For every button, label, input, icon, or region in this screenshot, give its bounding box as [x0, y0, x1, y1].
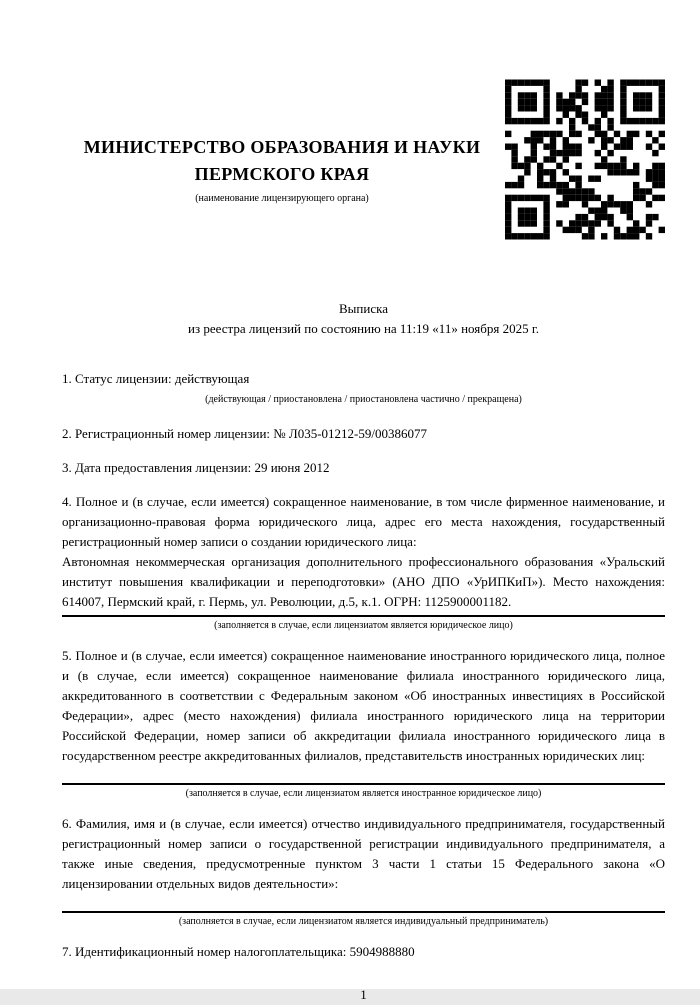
foreign-entity-underline [62, 783, 665, 785]
foreign-entity-label: 5. Полное и (в случае, если имеется) сокращенное наименование иностранного юридического лица, полное и (в случае, если имеется) сокращенное наименование филиала иностранного юридического лица, аккредитованного в соответствии с Федеральным законом «Об иностранных инвестициях в Российской Федерации», адрес (место нахождения) филиала иностранного юридического лица на территории Российской Федерации, номер записи об аккредитации филиала иностранного юридического лица в государственном реестре аккредитованных филиалов, представительств иностранных юридических лиц: [62, 648, 665, 763]
individual-entrepreneur-label: 6. Фамилия, имя и (в случае, если имеется) отчество индивидуального предпринимателя, государственный регистрационный номер записи о государственной регистрации индивидуального предпринимателя, а также иные сведения, предусмотренные пунктом 3 части 1 статьи 15 Федерального закона «О лицензировании отдельных видов деятельности»: [62, 816, 665, 891]
licensing-authority-caption: (наименование лицензирующего органа) [195, 193, 369, 204]
individual-entrepreneur-note: (заполняется в случае, если лицензиатом является индивидуальный предприниматель) [178, 916, 549, 927]
foreign-entity-note: (заполняется в случае, если лицензиатом является иностранное юридическое лицо) [185, 788, 542, 799]
legal-entity-underline [62, 615, 665, 617]
licensing-authority-block [62, 78, 502, 205]
document-title-line1: Выписка [339, 301, 388, 316]
item-individual-entrepreneur [62, 814, 665, 928]
taxpayer-number-text: 7. Идентификационный номер налогоплательщика: 5904988880 [62, 944, 415, 959]
individual-entrepreneur-underline [62, 911, 665, 913]
item-license-status [62, 369, 665, 406]
page-number: 1 [360, 987, 367, 1002]
license-status-text: 1. Статус лицензии: действующая [62, 371, 250, 386]
ministry-name [62, 134, 502, 188]
item-registration-number [62, 424, 665, 444]
item-taxpayer-number [62, 942, 665, 962]
legal-entity-value: Автономная некоммерческая организация дополнительного профессионального образования «Уральский институт повышения квалификации и переподготовки» (АНО ДПО «УрИПКиП»). Место нахождения: 614007, Пермский край, г. Пермь, ул. Революции, д.5, к.1. ОГРН: 1125900001182. [62, 554, 665, 609]
license-date-text: 3. Дата предоставления лицензии: 29 июня 2012 [62, 460, 330, 475]
qr-code-image [505, 78, 665, 241]
ministry-name-line1: МИНИСТЕРСТВО ОБРАЗОВАНИЯ И НАУКИ [83, 137, 481, 157]
document-title-line2: из реестра лицензий по состоянию на 11:19 «11» ноября 2025 г. [188, 321, 539, 336]
ministry-name-line2: ПЕРМСКОГО КРАЯ [194, 164, 370, 184]
legal-entity-label: 4. Полное и (в случае, если имеется) сокращенное наименование, в том числе фирменное наименование, и организационно-правовая форма юридического лица, адрес его места нахождения, государственный регистрационный номер записи о создании юридического лица: [62, 494, 665, 549]
document-title [62, 299, 665, 339]
item-legal-entity [62, 492, 665, 632]
license-status-variants-note: (действующая / приостановлена / приостановлена частично / прекращена) [205, 394, 522, 405]
extract-items [62, 369, 665, 962]
registration-number-text: 2. Регистрационный номер лицензии: № Л035-01212-59/00386077 [62, 426, 428, 441]
document-header [62, 78, 665, 241]
item-license-date [62, 458, 665, 478]
legal-entity-note: (заполняется в случае, если лицензиатом является юридическое лицо) [214, 620, 513, 631]
item-foreign-entity [62, 646, 665, 800]
qr-code [505, 78, 665, 241]
